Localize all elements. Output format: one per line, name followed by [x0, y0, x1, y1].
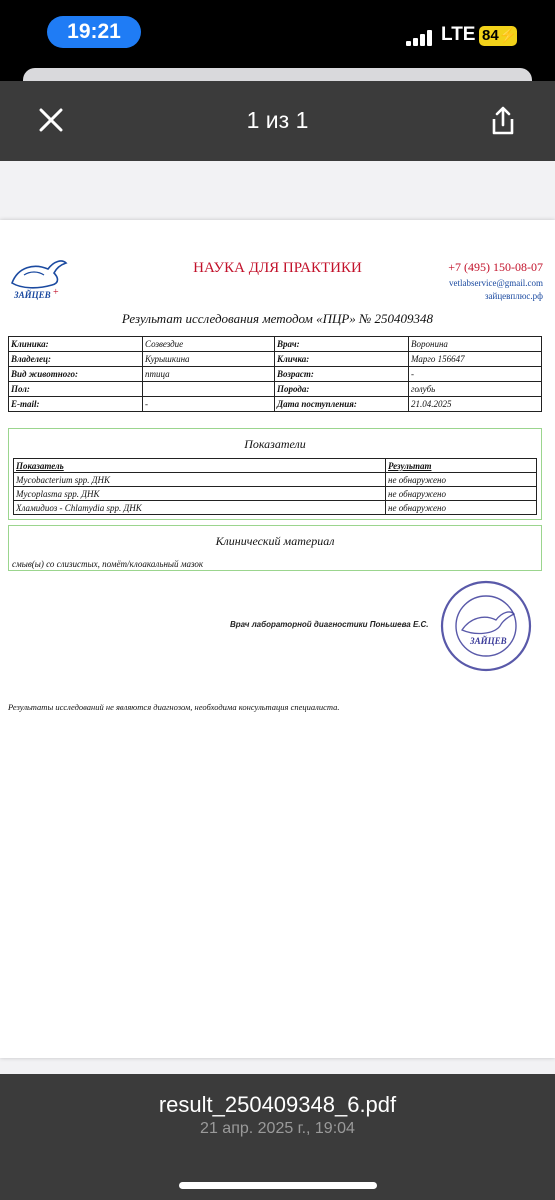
signal-icon: [406, 30, 434, 46]
indicators-panel: [8, 428, 542, 520]
patient-info-table: [8, 336, 542, 412]
viewer-header: [0, 81, 555, 161]
share-button[interactable]: [487, 105, 519, 137]
file-name: result_250409348_6.pdf: [158, 1092, 397, 1117]
table-row: Владелец: Курышкина Кличка: Марго 156647: [9, 352, 542, 367]
file-date: 21 апр. 2025 г., 19:04: [200, 1120, 355, 1137]
table-row: Mycobacterium spp. ДНК не обнаружено: [14, 473, 537, 487]
logo-text: ЗАЙЦЕВ: [14, 290, 51, 300]
share-icon: [487, 105, 519, 137]
table-row: Хламидиоз - Chlamydia spp. ДНК не обнаружено: [14, 501, 537, 515]
brand-title: НАУКА ДЛЯ ПРАКТИКИ: [193, 260, 362, 276]
phone-link[interactable]: +7 (495) 150-08-07: [448, 260, 543, 274]
table-row: Показатель Результат: [14, 459, 537, 473]
pdf-page[interactable]: [0, 220, 555, 1058]
table-row: Mycoplasma spp. ДНК не обнаружено: [14, 487, 537, 501]
disclaimer: Результаты исследований не являются диагнозом, необходима консультация специалиста.: [8, 702, 340, 712]
page-counter: 1 из 1: [246, 107, 309, 133]
indicators-title: Показатели: [244, 437, 306, 451]
home-indicator[interactable]: [179, 1182, 377, 1189]
status-time[interactable]: 19:21: [47, 16, 141, 48]
svg-text:+: +: [53, 287, 59, 298]
signature: Врач лабораторной диагностики Поньшева Е.С.: [230, 620, 429, 629]
stamp-text: ЗАЙЦЕВ: [470, 636, 507, 646]
material-panel: [8, 525, 542, 571]
material-title: Клинический материал: [215, 534, 335, 548]
table-row: Клиника: Созвездие Врач: Воронина: [9, 337, 542, 352]
stamp-seal-icon: [440, 580, 532, 672]
results-table: [13, 458, 537, 515]
table-row: Пол: Порода: голубь: [9, 382, 542, 397]
table-row: E-mail: - Дата поступления: 21.04.2025: [9, 397, 542, 412]
document-viewer[interactable]: [0, 161, 555, 1074]
battery-icon: 84⚡: [479, 26, 517, 46]
material-text: смыв(ы) со слизистых, помёт/клоакальный мазок: [12, 559, 204, 569]
battery-level: 84: [482, 27, 499, 44]
status-bar: [0, 0, 555, 66]
contact-block: [448, 260, 543, 304]
document-title: Результат исследования методом «ПЦР» № 250409348: [121, 311, 434, 326]
site-link[interactable]: зайцевплюс.рф: [484, 291, 543, 301]
email-link[interactable]: vetlabservice@gmail.com: [448, 278, 543, 288]
file-info-footer: [0, 1074, 555, 1200]
network-label: LTE: [441, 24, 476, 45]
table-row: Вид животного: птица Возраст: -: [9, 367, 542, 382]
